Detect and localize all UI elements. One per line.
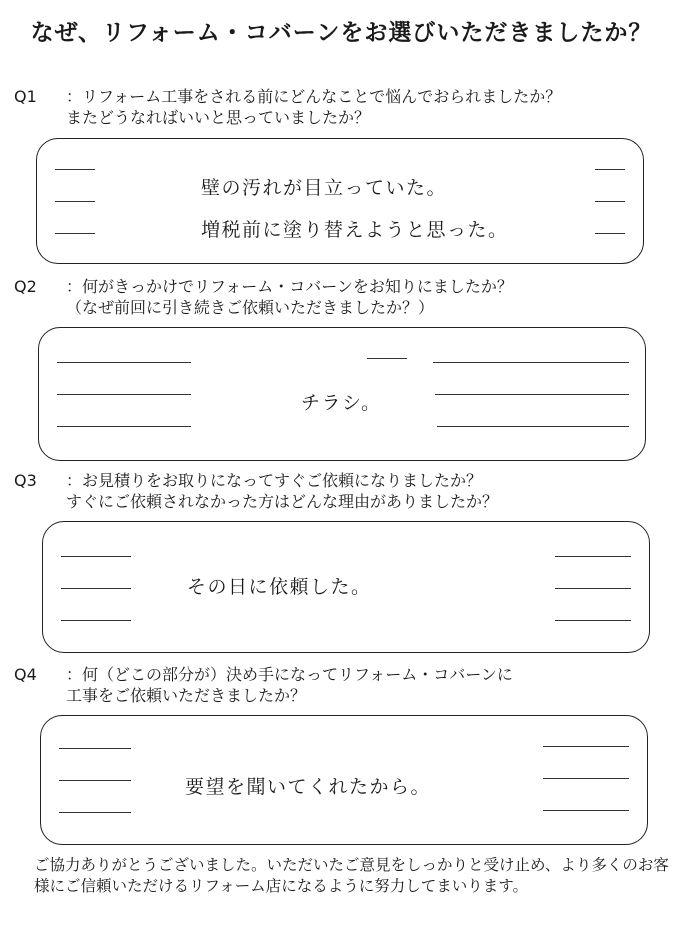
survey-title: なぜ、リフォーム・コバーンをお選びいただきましたか？ — [30, 20, 653, 46]
question-number: Q1 — [14, 87, 37, 106]
ruled-line — [55, 201, 95, 202]
question-3 — [14, 470, 498, 512]
answer-text-1: 壁の汚れが目立っていた。 — [201, 177, 448, 199]
ruled-line — [59, 748, 131, 749]
ruled-line — [595, 233, 625, 234]
ruled-line — [61, 588, 131, 589]
ruled-line — [543, 746, 629, 747]
answer-text-1: その日に依頼した。 — [187, 576, 372, 598]
ruled-line — [543, 810, 629, 811]
question-text-line2: またどうなればいいと思っていましたか？ — [66, 108, 371, 127]
ruled-line — [437, 426, 629, 427]
ruled-line — [59, 780, 131, 781]
question-text-line2: （なぜ前回に引き続きご依頼いただきましたか？） — [66, 298, 435, 317]
ruled-line — [595, 169, 625, 170]
ruled-line — [59, 812, 131, 813]
ruled-line — [435, 394, 629, 395]
question-text-line1: ：お見積りをお取りになってすぐご依頼になりましたか？ — [66, 471, 483, 490]
question-number: Q4 — [14, 665, 37, 684]
question-number: Q2 — [14, 277, 37, 296]
ruled-line — [61, 620, 131, 621]
question-2 — [14, 276, 513, 318]
question-number: Q3 — [14, 471, 37, 490]
answer-text-1: 要望を聞いてくれたから。 — [185, 776, 432, 798]
ruled-line — [595, 201, 625, 202]
ruled-line — [61, 556, 131, 557]
ruled-line — [57, 394, 191, 395]
answer-box-4 — [40, 715, 648, 845]
ruled-line — [57, 362, 191, 363]
answer-box-2 — [38, 327, 646, 461]
closing-message: ご協力ありがとうございました。いただいたご意見をしっかりと受け止め、より多くのお客様にご信頼いただけるリフォーム店になるように努力してまいります。 — [34, 856, 669, 895]
answer-box-1 — [36, 138, 644, 264]
ruled-line — [55, 169, 95, 170]
ruled-line — [555, 620, 631, 621]
ruled-line — [367, 358, 407, 359]
question-text-line2: すぐにご依頼されなかった方はどんな理由がありましたか？ — [66, 492, 499, 511]
answer-text-1: チラシ。 — [301, 392, 382, 414]
ruled-line — [433, 362, 629, 363]
ruled-line — [555, 588, 631, 589]
ruled-line — [57, 426, 191, 427]
ruled-line — [555, 556, 631, 557]
question-text-line1: ：何がきっかけでリフォーム・コバーンをお知りにましたか？ — [66, 277, 513, 296]
question-text-line2: 工事をご依頼いただきましたか？ — [66, 686, 307, 705]
answer-box-3 — [42, 521, 650, 653]
question-1 — [14, 86, 561, 128]
ruled-line — [543, 778, 629, 779]
ruled-line — [55, 233, 95, 234]
question-text-line1: ：リフォーム工事をされる前にどんなことで悩んでおられましたか？ — [66, 87, 562, 106]
question-4 — [14, 664, 513, 706]
answer-text-2: 増税前に塗り替えようと思った。 — [201, 219, 509, 241]
question-text-line1: ：何（どこの部分が）決め手になってリフォーム・コバーンに — [66, 665, 513, 684]
